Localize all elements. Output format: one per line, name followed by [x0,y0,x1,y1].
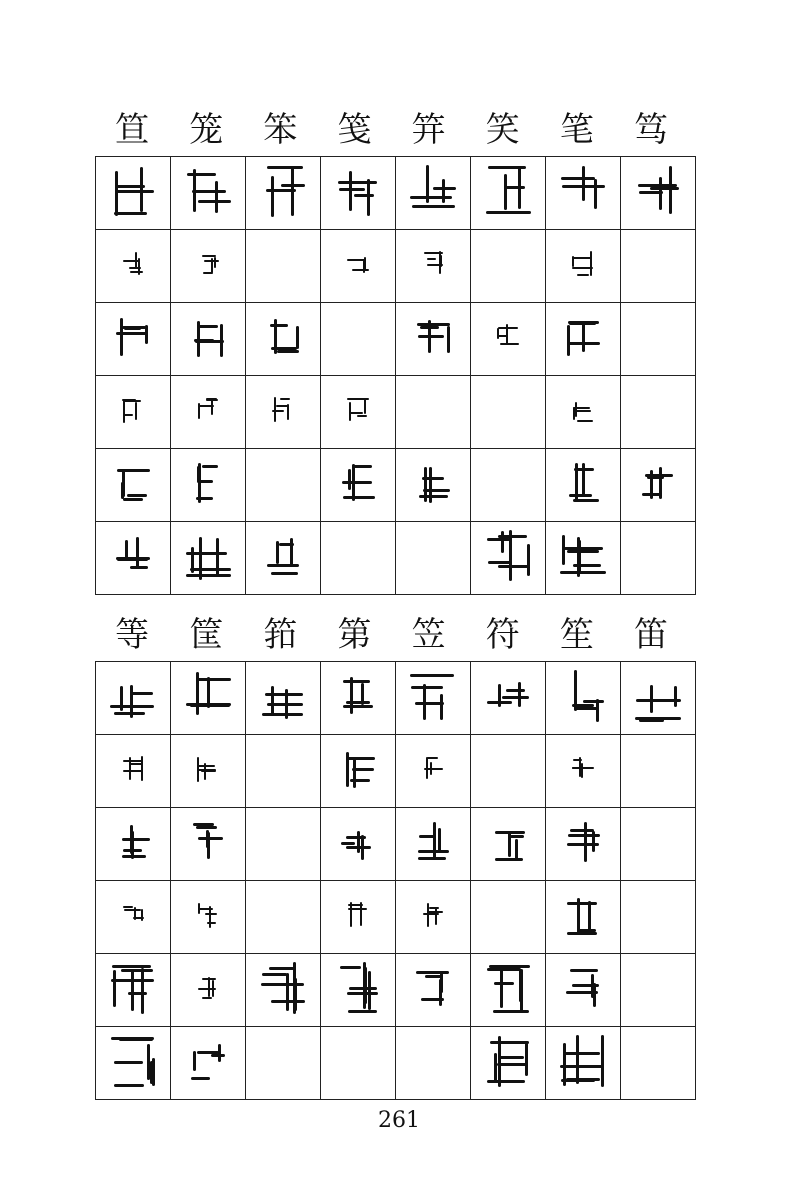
ancient-glyph-icon [416,463,450,503]
glyph-cell [246,662,321,735]
ancient-glyph-icon [341,749,375,789]
ancient-glyph-icon [566,317,600,357]
ancient-glyph-icon [197,975,219,1001]
ancient-glyph-icon [191,1041,225,1081]
glyph-cell [246,157,321,230]
glyph-cell [471,157,546,230]
empty-cell [471,735,546,808]
ancient-glyph-icon [635,670,681,722]
ancient-glyph-icon [641,463,675,503]
ancient-glyph-icon [560,530,606,582]
glyph-cell [171,808,246,881]
empty-cell [471,230,546,303]
header-char: 等 [115,615,150,655]
glyph-cell [396,449,471,522]
ancient-glyph-icon [122,397,144,423]
glyph-table-2 [95,661,696,1100]
ancient-glyph-icon [197,251,219,277]
table-row [96,230,696,303]
empty-cell [246,230,321,303]
empty-cell [246,808,321,881]
header-char: 笛 [633,615,668,655]
header-char: 笺 [337,110,372,150]
header-char: 笪 [115,110,150,150]
header-char: 笨 [263,110,298,150]
glyph-cell [546,881,621,954]
glyph-cell [546,808,621,881]
ancient-glyph-icon [422,756,444,782]
ancient-glyph-icon [566,463,600,503]
empty-cell [246,1027,321,1100]
header-char: 第 [337,615,372,655]
glyph-cell [171,449,246,522]
ancient-glyph-icon [560,1035,606,1087]
table-row [96,303,696,376]
empty-cell [621,522,696,595]
glyph-cell [321,662,396,735]
glyph-cell [246,954,321,1027]
glyph-cell [171,157,246,230]
ancient-glyph-icon [191,317,225,357]
glyph-cell [321,735,396,808]
ancient-glyph-icon [335,962,381,1014]
empty-cell [621,303,696,376]
ancient-glyph-icon [410,670,456,722]
ancient-glyph-icon [572,397,594,423]
header-char: 笄 [411,110,446,150]
glyph-cell [171,1027,246,1100]
ancient-glyph-icon [572,251,594,277]
ancient-glyph-icon [260,670,306,722]
ancient-glyph-icon [116,317,150,357]
empty-cell [396,1027,471,1100]
glyph-cell [621,449,696,522]
table-row [96,808,696,881]
ancient-glyph-icon [191,822,225,862]
glyph-cell [321,157,396,230]
glyph-cell [96,735,171,808]
glyph-cell [546,662,621,735]
ancient-glyph-icon [335,165,381,217]
ancient-glyph-icon [416,968,450,1008]
glyph-cell [621,662,696,735]
glyph-cell [96,522,171,595]
glyph-cell [321,449,396,522]
header-row-1 [95,110,688,150]
ancient-glyph-icon [260,962,306,1014]
ancient-glyph-icon [566,895,600,935]
ancient-glyph-icon [347,902,369,928]
glyph-cell [546,449,621,522]
glyph-cell [171,881,246,954]
ancient-glyph-icon [341,822,375,862]
glyph-cell [471,303,546,376]
header-char: 符 [485,615,520,655]
ancient-glyph-icon [422,902,444,928]
glyph-cell [546,230,621,303]
empty-cell [321,522,396,595]
glyph-cell [96,1027,171,1100]
ancient-glyph-icon [410,165,456,217]
header-char: 筘 [263,615,298,655]
empty-cell [246,881,321,954]
ancient-glyph-icon [110,670,156,722]
glyph-cell [246,303,321,376]
glyph-cell [396,157,471,230]
glyph-cell [546,1027,621,1100]
ancient-glyph-icon [485,530,531,582]
empty-cell [621,230,696,303]
glyph-cell [471,522,546,595]
glyph-cell [96,808,171,881]
glyph-cell [171,662,246,735]
ancient-glyph-icon [197,756,219,782]
ancient-glyph-icon [485,1035,531,1087]
glyph-table-1 [95,156,696,595]
ancient-glyph-icon [485,670,531,722]
ancient-glyph-icon [341,463,375,503]
ancient-glyph-icon [197,397,219,423]
ancient-glyph-icon [110,165,156,217]
glyph-cell [246,522,321,595]
empty-cell [621,808,696,881]
empty-cell [621,735,696,808]
ancient-glyph-icon [635,165,681,217]
glyph-cell [546,954,621,1027]
empty-cell [621,1027,696,1100]
glyph-cell [471,1027,546,1100]
glyph-cell [396,662,471,735]
empty-cell [471,449,546,522]
empty-cell [246,735,321,808]
empty-cell [471,376,546,449]
glyph-cell [396,735,471,808]
table-row [96,522,696,595]
header-char: 笃 [633,110,668,150]
ancient-glyph-icon [116,822,150,862]
ancient-glyph-icon [560,165,606,217]
ancient-glyph-icon [347,251,369,277]
empty-cell [621,954,696,1027]
glyph-cell [321,954,396,1027]
glyph-cell [96,230,171,303]
glyph-cell [321,376,396,449]
glyph-cell [96,954,171,1027]
glyph-cell [321,881,396,954]
glyph-cell [171,376,246,449]
table-row [96,157,696,230]
glyph-cell [471,808,546,881]
glyph-cell [471,954,546,1027]
glyph-cell [396,230,471,303]
header-row-2 [95,615,688,655]
table-row [96,1027,696,1100]
glyph-cell [396,808,471,881]
header-char: 笼 [189,110,224,150]
ancient-glyph-icon [560,670,606,722]
ancient-glyph-icon [191,463,225,503]
empty-cell [321,1027,396,1100]
glyph-cell [546,303,621,376]
ancient-glyph-icon [497,324,519,350]
ancient-glyph-icon [485,962,531,1014]
glyph-cell [546,522,621,595]
ancient-glyph-icon [572,756,594,782]
ancient-glyph-icon [485,165,531,217]
glyph-cell [171,230,246,303]
empty-cell [621,376,696,449]
header-char: 笙 [559,615,594,655]
ancient-glyph-icon [422,251,444,277]
ancient-glyph-icon [566,822,600,862]
glyph-cell [471,662,546,735]
table-row [96,735,696,808]
ancient-glyph-icon [110,962,156,1014]
ancient-glyph-icon [266,317,300,357]
glyph-cell [246,376,321,449]
ancient-glyph-icon [347,397,369,423]
ancient-glyph-icon [416,822,450,862]
ancient-glyph-icon [185,165,231,217]
glyph-cell [96,376,171,449]
ancient-glyph-icon [122,756,144,782]
empty-cell [396,522,471,595]
glyph-cell [546,157,621,230]
glyph-cell [321,808,396,881]
ancient-glyph-icon [272,397,294,423]
header-char: 笔 [559,110,594,150]
ancient-glyph-icon [266,536,300,576]
header-char: 笑 [485,110,520,150]
ancient-glyph-icon [341,676,375,716]
glyph-cell [96,157,171,230]
page-number: 261 [378,1108,420,1133]
table-row [96,376,696,449]
glyph-cell [621,157,696,230]
glyph-cell [96,449,171,522]
ancient-glyph-icon [116,463,150,503]
empty-cell [471,881,546,954]
glyph-cell [546,376,621,449]
glyph-cell [171,735,246,808]
glyph-cell [96,881,171,954]
ancient-glyph-icon [116,536,150,576]
ancient-glyph-icon [260,165,306,217]
glyph-cell [321,230,396,303]
ancient-glyph-icon [416,317,450,357]
glyph-cell [396,303,471,376]
ancient-glyph-icon [197,902,219,928]
glyph-cell [171,954,246,1027]
glyph-cell [96,662,171,735]
ancient-glyph-icon [491,822,525,862]
table-row [96,881,696,954]
glyph-cell [396,881,471,954]
empty-cell [621,881,696,954]
glyph-cell [546,735,621,808]
table-row [96,449,696,522]
glyph-cell [171,522,246,595]
empty-cell [396,376,471,449]
glyph-cell [171,303,246,376]
glyph-cell [396,954,471,1027]
glyph-cell [96,303,171,376]
ancient-glyph-icon [122,902,144,928]
empty-cell [246,449,321,522]
table-row [96,954,696,1027]
empty-cell [321,303,396,376]
header-char: 笠 [411,615,446,655]
ancient-glyph-icon [185,670,231,722]
ancient-glyph-icon [122,251,144,277]
ancient-glyph-icon [110,1035,156,1087]
header-char: 筐 [189,615,224,655]
table-row [96,662,696,735]
ancient-glyph-icon [566,968,600,1008]
ancient-glyph-icon [185,530,231,582]
